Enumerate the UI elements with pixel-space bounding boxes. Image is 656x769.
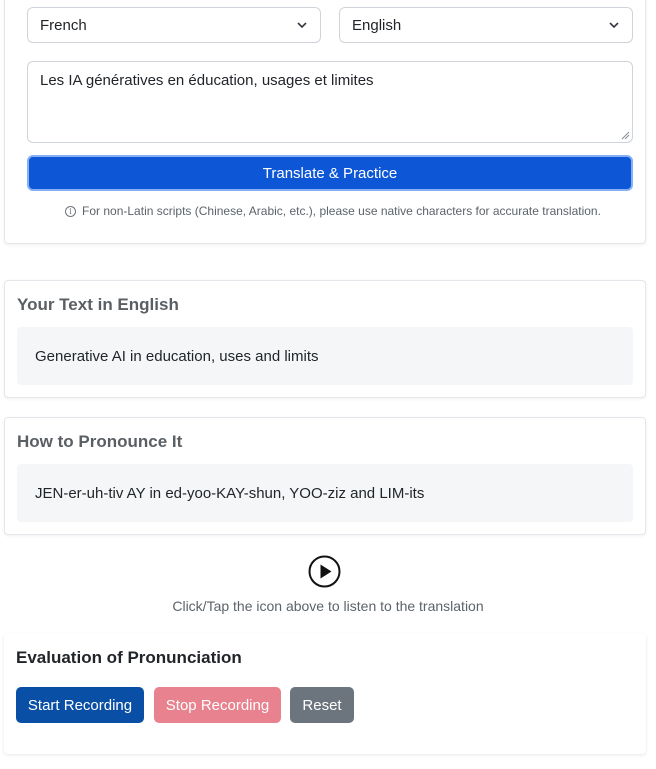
script-hint-text: For non-Latin scripts (Chinese, Arabic, etc.), please use native characters for accurate translation. xyxy=(82,204,601,218)
source-language-select[interactable] xyxy=(27,7,321,43)
pronunciation-text-box xyxy=(17,464,633,522)
resize-handle-icon[interactable] xyxy=(621,131,630,140)
info-icon: i xyxy=(65,206,76,217)
play-circle-icon[interactable] xyxy=(308,555,341,588)
evaluation-card xyxy=(4,634,646,754)
source-text-value: Les IA génératives en éducation, usages et limites xyxy=(40,72,374,89)
translation-title: Your Text in English xyxy=(17,295,179,314)
script-hint xyxy=(5,204,656,218)
listen-hint: Click/Tap the icon above to listen to the translation xyxy=(172,598,484,614)
source-language-value: French xyxy=(40,16,87,34)
pronunciation-title: How to Pronounce It xyxy=(17,432,183,451)
start-recording-button[interactable]: Start Recording xyxy=(16,687,144,723)
chevron-down-icon xyxy=(608,19,620,31)
evaluation-title: Evaluation of Pronunciation xyxy=(16,648,242,667)
chevron-down-icon xyxy=(296,19,308,31)
target-language-value: English xyxy=(352,16,402,34)
source-text-input[interactable] xyxy=(27,61,633,143)
translation-result-card xyxy=(4,280,646,398)
translation-input-card xyxy=(4,0,646,244)
pronunciation-card xyxy=(4,417,646,535)
translate-practice-button[interactable]: Translate & Practice xyxy=(27,155,633,191)
stop-recording-button[interactable]: Stop Recording xyxy=(154,687,281,723)
translation-text: Generative AI in education, uses and limits xyxy=(35,347,319,365)
target-language-select[interactable] xyxy=(339,7,633,43)
reset-button[interactable]: Reset xyxy=(290,687,354,723)
translation-text-box xyxy=(17,327,633,385)
pronunciation-text: JEN-er-uh-tiv AY in ed-yoo-KAY-shun, YOO-ziz and LIM-its xyxy=(35,484,425,502)
